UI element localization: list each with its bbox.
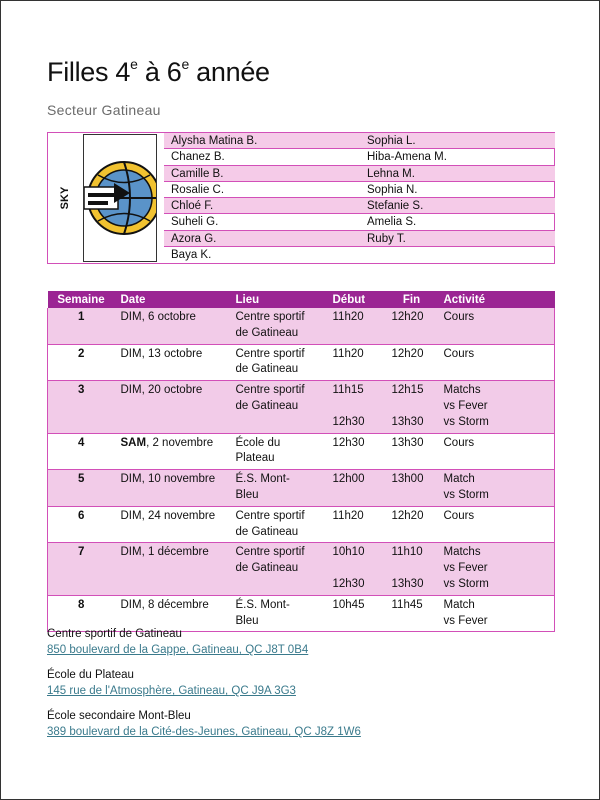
player-name: Ruby T. — [367, 232, 406, 245]
day-of-week: SAM — [120, 436, 147, 449]
player-row — [164, 247, 555, 263]
player-name: Alysha Matina B. — [171, 135, 258, 147]
cell-line: Plateau — [235, 452, 275, 465]
cell-line — [392, 399, 432, 415]
player-list — [164, 133, 555, 263]
cell-line: 12h30 — [332, 415, 365, 428]
week-number: 3 — [48, 381, 115, 433]
lieu-cell — [230, 470, 327, 507]
debut-cell — [327, 543, 386, 595]
date-cell — [115, 344, 230, 381]
cell-line — [333, 561, 380, 577]
day-of-week: DIM — [120, 509, 142, 522]
player-row — [164, 149, 555, 165]
date-text: , 2 novembre — [146, 436, 214, 449]
cell-line: Bleu — [235, 488, 259, 501]
player-name: Hiba-Amena M. — [367, 151, 447, 164]
fin-cell — [386, 543, 438, 595]
week-number: 5 — [48, 470, 115, 507]
debut-cell — [327, 433, 386, 470]
player-name: Amelia S. — [367, 216, 417, 229]
cell-line: Centre sportif — [235, 311, 305, 323]
cell-line: de Gatineau — [235, 562, 299, 575]
player-row — [164, 182, 555, 198]
player-row — [164, 231, 555, 247]
lieu-cell — [230, 433, 327, 470]
cell-line: 13h30 — [391, 415, 424, 428]
page-title: Filles 4e à 6e année — [47, 56, 270, 87]
activite-cell — [438, 543, 555, 595]
cell-line: Centre sportif — [235, 509, 305, 522]
venue-address-link[interactable]: 850 boulevard de la Gappe, Gatineau, QC J8T 0B4 — [47, 644, 309, 656]
venue-list — [47, 626, 567, 749]
cell-line: 12h15 — [391, 384, 424, 397]
cell-line: vs Storm — [443, 488, 489, 501]
week-number: 1 — [48, 308, 115, 344]
cell-line — [392, 561, 432, 577]
cell-line: Cours — [443, 436, 475, 449]
date-cell — [115, 543, 230, 595]
week-number: 7 — [48, 543, 115, 595]
schedule-row — [48, 344, 555, 381]
player-name: Chanez B. — [171, 151, 225, 164]
schedule-row — [48, 543, 555, 595]
header-debut: Début — [327, 291, 386, 308]
cell-line: Cours — [443, 311, 475, 323]
fin-cell — [386, 381, 438, 433]
player-row — [164, 198, 555, 214]
player-name: Sophia N. — [367, 183, 418, 196]
cell-line: 13h30 — [391, 577, 424, 590]
venue-address-link[interactable]: 145 rue de l'Atmosphère, Gatineau, QC J9A 3G3 — [47, 685, 296, 697]
venue-name: Centre sportif de Gatineau — [47, 628, 182, 640]
day-of-week: DIM — [120, 598, 142, 611]
venue-entry — [47, 708, 567, 740]
cell-line: 12h30 — [332, 577, 365, 590]
debut-cell — [327, 344, 386, 381]
debut-cell — [327, 470, 386, 507]
player-name: Rosalie C. — [171, 183, 225, 196]
week-number: 6 — [48, 506, 115, 543]
team-roster — [47, 132, 555, 264]
date-cell — [115, 470, 230, 507]
cell-line: Cours — [443, 347, 475, 360]
cell-line: vs Storm — [443, 577, 489, 590]
day-of-week: DIM — [120, 384, 142, 397]
player-row — [164, 166, 555, 182]
cell-line: École du — [235, 436, 281, 449]
player-name: Baya K. — [171, 249, 212, 262]
cell-line: 12h20 — [391, 347, 424, 360]
cell-line: É.S. Mont- — [235, 473, 290, 486]
cell-line: 11h20 — [332, 311, 364, 323]
cell-line: vs Fever — [443, 614, 488, 627]
lieu-cell — [230, 308, 327, 344]
schedule-row — [48, 433, 555, 470]
activite-cell — [438, 506, 555, 543]
cell-line: de Gatineau — [235, 363, 299, 376]
schedule-row — [48, 381, 555, 433]
date-text: , 10 novembre — [141, 473, 216, 486]
cell-line: 11h10 — [391, 546, 423, 559]
player-name: Camille B. — [171, 167, 224, 180]
venue-name: École du Plateau — [47, 669, 134, 681]
cell-line: 11h45 — [391, 598, 423, 611]
player-row — [164, 133, 555, 149]
week-number: 4 — [48, 433, 115, 470]
cell-line: 12h30 — [332, 436, 365, 449]
cell-line: Matchs — [443, 546, 481, 559]
cell-line: Centre sportif — [235, 347, 305, 360]
cell-line: 10h10 — [332, 546, 365, 559]
date-cell — [115, 433, 230, 470]
cell-line: 13h30 — [391, 436, 424, 449]
cell-line: vs Storm — [443, 415, 489, 428]
cell-line: 13h00 — [391, 473, 424, 486]
cell-line: 11h20 — [332, 509, 364, 522]
fin-cell — [386, 344, 438, 381]
cell-line: 12h00 — [332, 473, 365, 486]
cell-line: Bleu — [235, 614, 259, 627]
fin-cell — [386, 506, 438, 543]
cell-line: vs Fever — [443, 399, 488, 412]
player-name — [367, 247, 555, 263]
cell-line: Cours — [443, 509, 475, 522]
fin-cell — [386, 308, 438, 344]
venue-name: École secondaire Mont-Bleu — [47, 710, 191, 722]
venue-address-link[interactable]: 389 boulevard de la Cité-des-Jeunes, Gatineau, QC J8Z 1W6 — [47, 726, 361, 738]
cell-line: de Gatineau — [235, 399, 299, 412]
date-text: , 6 octobre — [141, 311, 196, 323]
debut-cell — [327, 308, 386, 344]
schedule-row — [48, 470, 555, 507]
fin-cell — [386, 433, 438, 470]
cell-line: 10h45 — [332, 598, 365, 611]
date-text: , 13 octobre — [141, 347, 203, 360]
date-text: , 8 décembre — [141, 598, 209, 611]
player-name: Sophia L. — [367, 135, 416, 147]
player-row — [164, 214, 555, 230]
week-number: 8 — [48, 595, 115, 632]
cell-line: vs Fever — [443, 562, 488, 575]
lieu-cell — [230, 381, 327, 433]
lieu-cell — [230, 506, 327, 543]
player-name: Lehna M. — [367, 167, 415, 180]
player-name: Chloé F. — [171, 200, 214, 213]
week-number: 2 — [48, 344, 115, 381]
cell-line: de Gatineau — [235, 326, 299, 339]
cell-line: Matchs — [443, 384, 481, 397]
activite-cell — [438, 381, 555, 433]
schedule-table — [47, 291, 555, 632]
cell-line: 12h20 — [391, 311, 424, 323]
cell-line: 11h20 — [332, 347, 364, 360]
page-subtitle: Secteur Gatineau — [47, 102, 161, 118]
activite-cell — [438, 344, 555, 381]
venue-entry — [47, 667, 567, 699]
cell-line: de Gatineau — [235, 525, 299, 538]
lieu-cell — [230, 344, 327, 381]
player-name: Suheli G. — [171, 216, 219, 229]
date-text: , 20 octobre — [141, 384, 203, 397]
date-cell — [115, 308, 230, 344]
activite-cell — [438, 433, 555, 470]
schedule-row — [48, 308, 555, 344]
activite-cell — [438, 308, 555, 344]
cell-line: 11h15 — [332, 384, 364, 397]
team-name-label: SKY — [59, 186, 71, 210]
header-fin: Fin — [386, 291, 438, 308]
date-text: , 1 décembre — [141, 546, 209, 559]
activite-cell — [438, 470, 555, 507]
header-activite: Activité — [438, 291, 555, 308]
day-of-week: DIM — [120, 347, 142, 360]
cell-line: Centre sportif — [235, 384, 305, 397]
header-date: Date — [115, 291, 230, 308]
header-lieu: Lieu — [230, 291, 327, 308]
header-semaine: Semaine — [48, 291, 115, 308]
date-cell — [115, 506, 230, 543]
cell-line: Centre sportif — [235, 546, 305, 559]
day-of-week: DIM — [120, 473, 142, 486]
day-of-week: DIM — [120, 311, 142, 323]
debut-cell — [327, 506, 386, 543]
cell-line: 12h20 — [391, 509, 424, 522]
player-name: Stefanie S. — [367, 200, 424, 213]
day-of-week: DIM — [120, 546, 142, 559]
cell-line: Match — [443, 598, 475, 611]
lieu-cell — [230, 543, 327, 595]
schedule-header-row — [48, 291, 555, 308]
venue-entry — [47, 626, 567, 658]
fin-cell — [386, 470, 438, 507]
cell-line: Match — [443, 473, 475, 486]
date-cell — [115, 381, 230, 433]
cell-line — [333, 399, 380, 415]
cell-line: É.S. Mont- — [235, 598, 290, 611]
date-text: , 24 novembre — [141, 509, 216, 522]
debut-cell — [327, 381, 386, 433]
sky-logo-icon — [83, 134, 157, 262]
schedule-row — [48, 506, 555, 543]
player-name: Azora G. — [171, 232, 217, 245]
